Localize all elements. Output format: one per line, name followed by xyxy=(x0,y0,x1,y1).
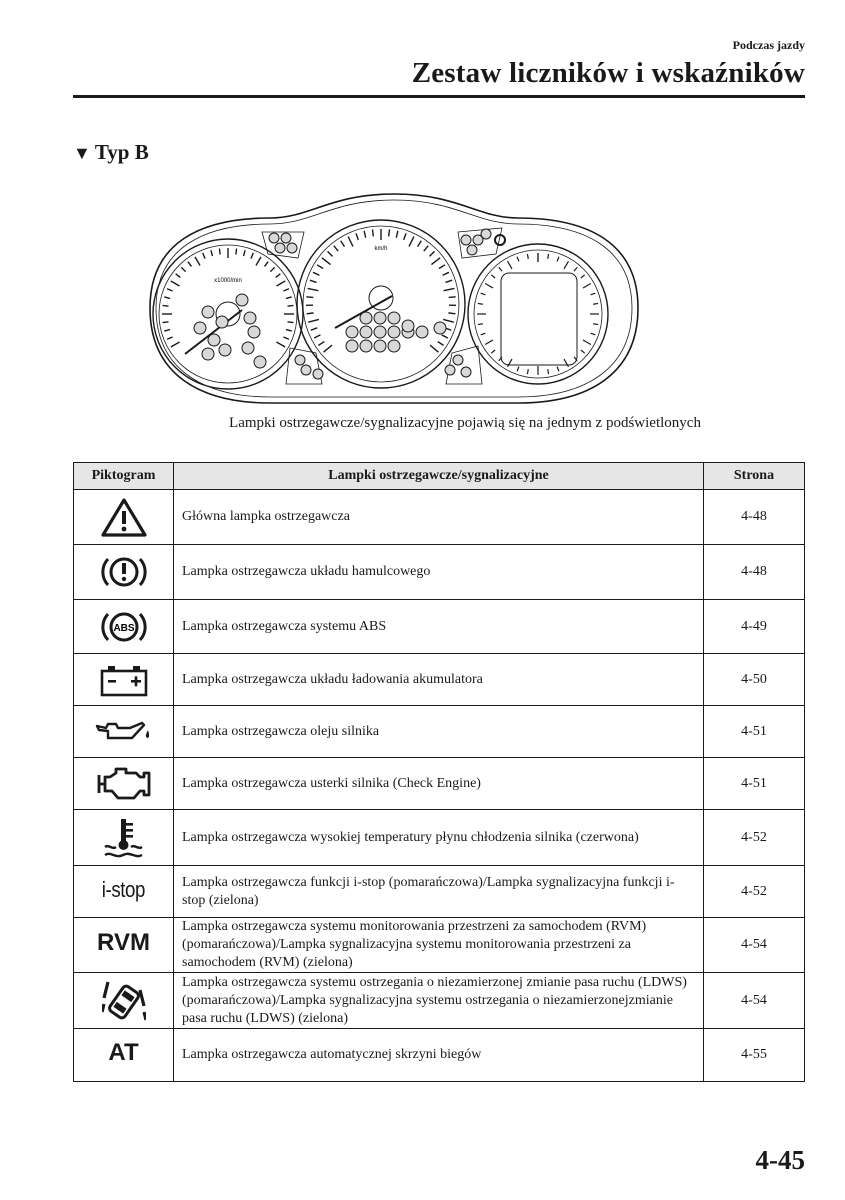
gauge-tick xyxy=(517,367,519,372)
row-page: 4-54 xyxy=(704,918,805,973)
gauge-tick xyxy=(593,324,598,325)
gauge-tick xyxy=(548,369,549,374)
table-row xyxy=(74,758,805,810)
gauge-tick xyxy=(409,237,414,247)
header-pictogram: Piktogram xyxy=(74,463,174,490)
gauge-tick xyxy=(491,275,495,278)
instrument-cluster-illustration xyxy=(140,188,648,410)
gauge-tick xyxy=(256,257,261,266)
cluster-caption: Lampki ostrzegawcze/sygnalizacyjne pojawią się na jednym z podświetlonych xyxy=(229,415,701,431)
gauge-tick xyxy=(163,322,169,323)
gauge-tick xyxy=(404,233,406,240)
page-number: 4-45 xyxy=(755,1145,805,1175)
gauge-tick xyxy=(491,350,495,353)
gauge-tick xyxy=(583,340,591,345)
gauge-tick xyxy=(176,274,181,278)
page-title: Zestaw liczników i wskaźników xyxy=(411,57,805,89)
gauge-tick xyxy=(167,337,173,339)
row-page: 4-52 xyxy=(704,810,805,866)
gauge-tick xyxy=(341,241,345,247)
gauge-tick xyxy=(276,342,285,347)
gauge-tick xyxy=(164,330,170,332)
gauge-tick xyxy=(236,249,237,255)
table-row xyxy=(74,654,805,706)
header-lamps: Lampki ostrzegawcze/sygnalizacyjne xyxy=(174,463,704,490)
automatic-transmission-icon: AT xyxy=(108,1039,139,1066)
gauge-tick xyxy=(444,288,455,290)
section-label: Podczas jazdy xyxy=(732,38,805,52)
gauge-tick xyxy=(557,257,559,262)
gauge-tick xyxy=(508,359,513,367)
subheading xyxy=(73,140,149,165)
gauge-tick xyxy=(373,229,374,236)
oil-can-icon xyxy=(94,718,154,746)
row-description: Lampka ostrzegawcza oleju silnika xyxy=(174,706,704,758)
gauge-tick xyxy=(219,249,220,255)
gauge-tick xyxy=(364,231,366,238)
gauge-tick xyxy=(581,275,585,278)
gauge-tick xyxy=(517,257,519,262)
gauge-tick xyxy=(430,251,435,256)
row-page: 4-54 xyxy=(704,973,805,1029)
row-page: 4-50 xyxy=(704,654,805,706)
gauge-tick xyxy=(445,280,452,282)
gauge-tick xyxy=(188,262,192,267)
gauge-tick xyxy=(430,345,438,352)
gauge-tick xyxy=(443,272,449,275)
row-description: Lampka ostrzegawcza układu ładowania akumulatora xyxy=(174,654,704,706)
gauge-tick xyxy=(499,267,502,271)
table-row xyxy=(74,706,805,758)
table-row xyxy=(74,973,805,1029)
gauge-tick xyxy=(564,359,569,367)
row-page: 4-55 xyxy=(704,1029,805,1082)
pictogram-cell xyxy=(74,1029,174,1082)
gauge-tick xyxy=(286,297,292,299)
row-description: Lampka ostrzegawcza automatycznej skrzyni biegów xyxy=(174,1029,704,1082)
gauge-tick xyxy=(322,258,331,265)
triangle-marker-icon: ▼ xyxy=(73,143,91,163)
table-row xyxy=(74,810,805,866)
coolant-temperature-icon xyxy=(102,816,146,860)
check-engine-icon xyxy=(96,765,152,803)
speed-unit-label: km/h xyxy=(374,246,388,252)
row-page: 4-48 xyxy=(704,490,805,545)
abs-icon-label: ABS xyxy=(112,622,135,634)
pictogram-cell xyxy=(74,866,174,918)
gauge-tick xyxy=(481,333,486,335)
gauge-tick xyxy=(356,233,358,240)
gauge-tick xyxy=(442,335,448,338)
pictogram-cell xyxy=(74,654,174,706)
gauge-tick xyxy=(167,289,173,291)
gauge-tick xyxy=(314,335,320,338)
gauge-tick xyxy=(334,246,338,251)
gauge-tick xyxy=(591,293,596,295)
gauge-tick xyxy=(203,253,205,259)
table-row xyxy=(74,490,805,545)
gauge-tick xyxy=(313,272,319,275)
table-row xyxy=(74,600,805,654)
gauge-tick xyxy=(593,303,598,304)
header-page: Strona xyxy=(704,463,805,490)
gauge-tick xyxy=(418,241,422,247)
pictogram-cell xyxy=(74,490,174,545)
gauge-tick xyxy=(195,257,200,266)
gauge-tick xyxy=(276,274,281,278)
table-row xyxy=(74,918,805,973)
row-page: 4-52 xyxy=(704,866,805,918)
rvm-icon: RVM xyxy=(97,929,150,956)
gauge-tick xyxy=(591,333,596,335)
row-page: 4-51 xyxy=(704,758,805,810)
gauge-tick xyxy=(564,261,569,269)
gauge-tick xyxy=(287,322,293,323)
row-description: Lampka ostrzegawcza systemu ABS xyxy=(174,600,704,654)
gauge-tick xyxy=(583,284,591,289)
gauge-tick xyxy=(308,319,319,322)
row-page: 4-49 xyxy=(704,600,805,654)
pictogram-cell xyxy=(74,600,174,654)
gauge-tick xyxy=(548,254,549,259)
gauge-tick xyxy=(283,289,289,291)
gauge-tick xyxy=(481,293,486,295)
title-rule xyxy=(73,95,805,98)
gauge-tick xyxy=(318,342,324,346)
table-row xyxy=(74,1029,805,1082)
gauge-tick xyxy=(310,280,317,282)
row-page: 4-51 xyxy=(704,706,805,758)
gauge-tick xyxy=(251,253,253,259)
warning-lights-table xyxy=(73,462,805,1082)
gauge-tick xyxy=(270,267,274,271)
gauge-tick xyxy=(171,281,180,286)
gauge-tick xyxy=(171,342,180,347)
pictogram-cell xyxy=(74,810,174,866)
gauge-tick xyxy=(307,313,314,314)
gauge-tick xyxy=(324,345,332,352)
gauge-tick xyxy=(443,319,454,322)
gauge-tick xyxy=(389,229,390,236)
pictogram-cell xyxy=(74,758,174,810)
gauge-tick xyxy=(163,305,169,306)
gauge-tick xyxy=(424,246,428,251)
gauge-tick xyxy=(244,250,246,256)
pictogram-cell xyxy=(74,706,174,758)
battery-icon xyxy=(99,663,149,697)
gauge-tick xyxy=(508,261,513,269)
table-row xyxy=(74,545,805,600)
gauge-tick xyxy=(581,350,585,353)
gauge-tick xyxy=(211,250,213,256)
row-description: Lampka ostrzegawcza systemu ostrzegania o niezamierzonej zmianie pasa ruchu (LDWS) (pomarańczowa)/Lampka sygnalizacyjna systemu ostrzegania o niezamierzonejzmianie pasa ruchu (LDWS) (zielona) xyxy=(174,973,704,1029)
gauge-tick xyxy=(286,330,292,332)
row-description: Główna lampka ostrzegawcza xyxy=(174,490,704,545)
row-description: Lampka ostrzegawcza systemu monitorowania przestrzeni za samochodem (RVM) (pomarańczowa)/Lampka sygnalizacyjna systemu monitorowania przestrzeni za samochodem (RVM) (zielona) xyxy=(174,918,704,973)
i-stop-icon: i-stop xyxy=(101,876,146,902)
gauge-tick xyxy=(317,265,323,269)
gauge-tick xyxy=(287,305,293,306)
tach-unit-label: x1000/min xyxy=(214,278,242,284)
gauge-tick xyxy=(449,297,456,298)
subheading-text: Typ B xyxy=(94,140,149,164)
gauge-tick xyxy=(276,281,285,286)
pictogram-cell xyxy=(74,545,174,600)
gauge-tick xyxy=(478,303,483,304)
gauge-tick xyxy=(311,328,318,330)
brake-warning-icon xyxy=(97,552,151,592)
gauge-tick xyxy=(557,367,559,372)
gauge-tick xyxy=(439,265,445,269)
gauge-tick xyxy=(485,340,493,345)
row-page: 4-48 xyxy=(704,545,805,600)
pictogram-cell xyxy=(74,918,174,973)
row-description: Lampka ostrzegawcza usterki silnika (Check Engine) xyxy=(174,758,704,810)
gauge-tick xyxy=(348,237,353,247)
warning-triangle-icon xyxy=(101,497,147,537)
gauge-tick xyxy=(265,262,269,267)
table-header-row xyxy=(74,463,805,490)
row-description: Lampka ostrzegawcza wysokiej temperatury płynu chłodzenia silnika (czerwona) xyxy=(174,810,704,866)
gauge-tick xyxy=(181,267,185,271)
gauge-tick xyxy=(164,297,170,299)
lane-departure-icon xyxy=(102,978,146,1024)
gauge-tick xyxy=(328,251,333,256)
table-row xyxy=(74,866,805,918)
gauge-tick xyxy=(448,313,455,314)
gauge-tick xyxy=(431,258,440,265)
gauge-tick xyxy=(396,231,398,238)
gauge-tick xyxy=(438,342,444,346)
pictogram-cell xyxy=(74,973,174,1029)
gauge-tick xyxy=(283,337,289,339)
row-description: Lampka ostrzegawcza funkcji i-stop (pomarańczowa)/Lampka sygnalizacyjna funkcji i-stop (zielona) xyxy=(174,866,704,918)
gauge-tick xyxy=(527,254,528,259)
gauge-tick xyxy=(306,297,313,298)
gauge-tick xyxy=(308,288,319,290)
gauge-tick xyxy=(478,324,483,325)
gauge-tick xyxy=(574,267,577,271)
gauge-tick xyxy=(527,369,528,374)
abs-icon xyxy=(97,607,151,647)
gauge-tick xyxy=(485,284,493,289)
row-description: Lampka ostrzegawcza układu hamulcowego xyxy=(174,545,704,600)
